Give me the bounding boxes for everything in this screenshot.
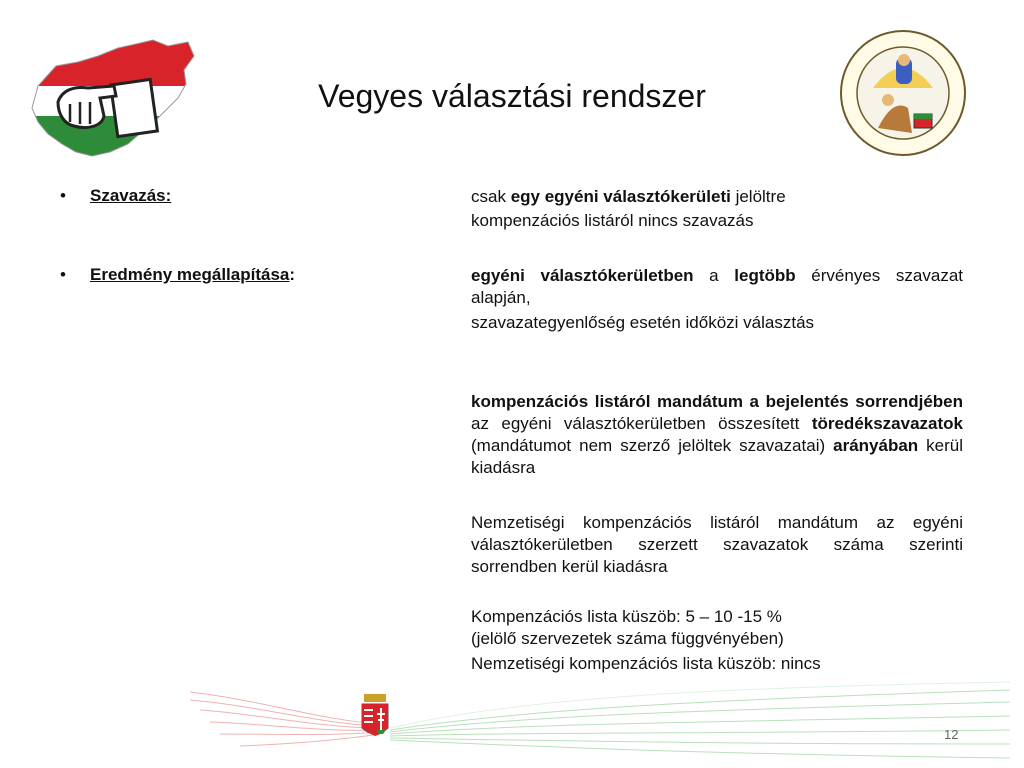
eredmeny-paragraph-5 <box>471 606 963 675</box>
text-run: az egyéni választókerületben összesített <box>471 414 812 433</box>
bullet-item-szavazas <box>60 186 171 206</box>
text-line <box>471 653 963 675</box>
text-run: (mandátumot nem szerző jelöltek szavazatai) <box>471 436 834 455</box>
row-label-suffix: : <box>289 265 296 284</box>
szavazas-description <box>471 186 963 232</box>
text-line <box>471 391 963 479</box>
text-run-bold: kompenzációs listáról mandátum a bejelentés sorrendjében <box>471 392 963 411</box>
bullet-dot: • <box>60 186 66 205</box>
text-line <box>471 628 963 650</box>
text-line <box>471 186 963 208</box>
text-run-bold: egyéni választókerületben <box>471 266 694 285</box>
eredmeny-paragraph-4 <box>471 512 963 578</box>
text-line <box>471 265 963 309</box>
row-label: Eredmény megállapítása <box>90 265 290 284</box>
text-run: a <box>693 266 735 285</box>
fejer-varmegye-seal-icon <box>838 28 968 158</box>
text-run: Nemzetiségi kompenzációs lista küszöb: nincs <box>471 654 821 673</box>
text-line <box>471 606 963 628</box>
eredmeny-paragraph-3 <box>471 391 963 479</box>
text-run-bold: töredékszavazatok <box>811 414 963 433</box>
text-line <box>471 312 963 334</box>
text-run: Nemzetiségi kompenzációs listáról mandátum az egyéni választókerületben szerzett szavazatok száma szerinti sorrendben kerül kiadásra <box>471 513 963 576</box>
hungarian-coat-of-arms-icon <box>362 694 388 736</box>
text-run: érvényes szavazat alapján, <box>471 266 964 307</box>
text-run-bold: legtöbb <box>734 266 796 285</box>
text-run: kompenzációs listáról nincs szavazás <box>471 211 754 230</box>
text-run: jelöltre <box>730 187 786 206</box>
text-run: csak <box>471 187 511 206</box>
text-run-bold: arányában <box>833 436 919 455</box>
row-label: Szavazás: <box>90 186 172 205</box>
text-run: Kompenzációs lista küszöb: 5 – 10 -15 % <box>471 607 782 626</box>
text-line <box>471 512 963 578</box>
text-line <box>471 210 963 232</box>
text-run-bold: egy egyéni választókerületi <box>510 187 731 206</box>
text-run: szavazategyenlőség esetén időközi választás <box>471 313 815 332</box>
footer-wave-decoration <box>0 680 1024 768</box>
text-run: (jelölő szervezetek száma függvényében) <box>471 629 784 648</box>
page-number: 12 <box>944 727 959 742</box>
bullet-dot: • <box>60 265 66 284</box>
eredmeny-paragraph-2 <box>471 312 963 334</box>
eredmeny-paragraph-1 <box>471 265 963 309</box>
text-run: kerül kiadásra <box>471 436 964 477</box>
bullet-item-eredmeny <box>60 265 295 285</box>
page-title: Vegyes választási rendszer <box>318 78 706 114</box>
